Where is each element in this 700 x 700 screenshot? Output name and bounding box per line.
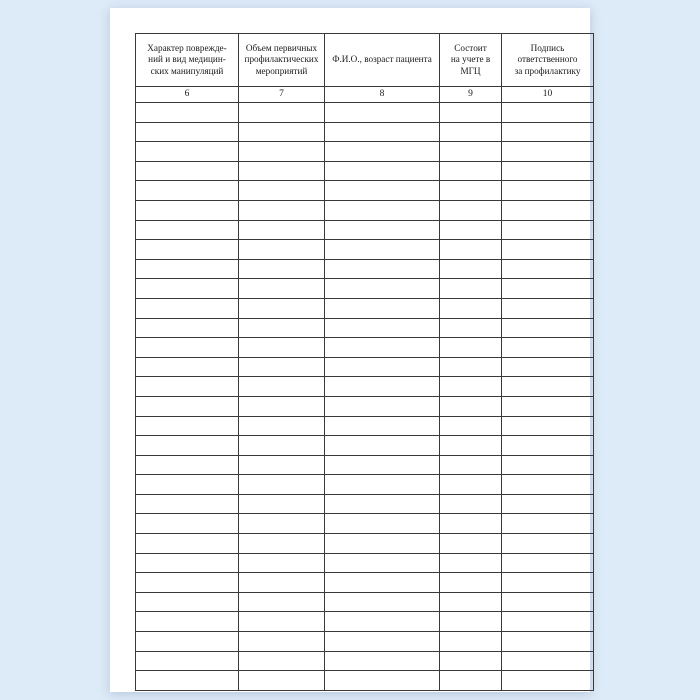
table-cell[interactable] (502, 632, 594, 652)
table-row (136, 357, 594, 377)
table-cell[interactable] (502, 592, 594, 612)
table-cell[interactable] (502, 651, 594, 671)
table-cell[interactable] (239, 396, 325, 416)
table-cell[interactable] (325, 651, 440, 671)
table-cell[interactable] (239, 357, 325, 377)
table-cell[interactable] (502, 357, 594, 377)
table-cell[interactable] (440, 494, 502, 514)
table-cell[interactable] (325, 161, 440, 181)
table-cell[interactable] (440, 338, 502, 358)
table-cell[interactable] (325, 318, 440, 338)
header-line: Состоит (454, 42, 487, 53)
table-cell[interactable] (440, 416, 502, 436)
table-row (136, 240, 594, 260)
table-cell[interactable] (325, 436, 440, 456)
column-header-registered-mgc (440, 34, 502, 87)
table-row (136, 514, 594, 534)
table-cell[interactable] (136, 220, 239, 240)
table-cell[interactable] (325, 122, 440, 142)
table-cell[interactable] (502, 396, 594, 416)
table-cell[interactable] (325, 534, 440, 554)
table-row (136, 651, 594, 671)
table-cell[interactable] (136, 396, 239, 416)
table-cell[interactable] (502, 259, 594, 279)
table-cell[interactable] (136, 181, 239, 201)
header-line: Ф.И.О., возраст пациента (332, 54, 432, 65)
column-number: 7 (239, 87, 325, 103)
table-cell[interactable] (136, 573, 239, 593)
table-cell[interactable] (136, 357, 239, 377)
header-line: Объем первичных (245, 42, 318, 53)
table-row (136, 103, 594, 123)
table-cell[interactable] (502, 240, 594, 260)
table-cell[interactable] (440, 573, 502, 593)
table-cell[interactable] (502, 553, 594, 573)
table-cell[interactable] (239, 338, 325, 358)
table-cell[interactable] (440, 279, 502, 299)
header-line: мероприятий (255, 65, 308, 76)
table-cell[interactable] (440, 396, 502, 416)
table-cell[interactable] (136, 553, 239, 573)
table-cell[interactable] (440, 200, 502, 220)
table-cell[interactable] (325, 377, 440, 397)
table-cell[interactable] (239, 240, 325, 260)
table-cell[interactable] (502, 534, 594, 554)
table-row (136, 338, 594, 358)
table-cell[interactable] (325, 416, 440, 436)
table-cell[interactable] (239, 632, 325, 652)
table-cell[interactable] (440, 651, 502, 671)
table-cell[interactable] (239, 494, 325, 514)
table-cell[interactable] (502, 455, 594, 475)
table-cell[interactable] (136, 475, 239, 495)
table-row (136, 534, 594, 554)
table-cell[interactable] (325, 279, 440, 299)
column-header-injury-type (136, 34, 239, 87)
table-cell[interactable] (136, 592, 239, 612)
header-line: МГЦ (460, 65, 481, 76)
table-cell[interactable] (502, 338, 594, 358)
header-line: ответственного (517, 54, 578, 65)
table-row (136, 396, 594, 416)
table-cell[interactable] (325, 103, 440, 123)
table-row (136, 612, 594, 632)
table-cell[interactable] (440, 671, 502, 691)
table-cell[interactable] (502, 279, 594, 299)
table-cell[interactable] (440, 514, 502, 534)
table-cell[interactable] (136, 240, 239, 260)
header-line: за профилактику (514, 65, 581, 76)
table-cell[interactable] (440, 240, 502, 260)
table-cell[interactable] (502, 298, 594, 318)
table-cell[interactable] (440, 592, 502, 612)
table-cell[interactable] (239, 534, 325, 554)
table-cell[interactable] (239, 181, 325, 201)
table-row (136, 181, 594, 201)
column-number: 10 (502, 87, 594, 103)
table-cell[interactable] (239, 259, 325, 279)
table-row (136, 436, 594, 456)
table-cell[interactable] (325, 553, 440, 573)
table-row (136, 318, 594, 338)
table-cell[interactable] (325, 396, 440, 416)
header-row (136, 34, 594, 87)
table-cell[interactable] (239, 573, 325, 593)
table-cell[interactable] (440, 318, 502, 338)
column-number: 8 (325, 87, 440, 103)
table-cell[interactable] (239, 103, 325, 123)
table-row (136, 122, 594, 142)
table-cell[interactable] (502, 200, 594, 220)
table-row (136, 259, 594, 279)
table-cell[interactable] (325, 181, 440, 201)
table-cell[interactable] (440, 181, 502, 201)
table-cell[interactable] (502, 377, 594, 397)
column-header-responsible-signature (502, 34, 594, 87)
table-cell[interactable] (325, 220, 440, 240)
table-cell[interactable] (136, 142, 239, 162)
table-row (136, 142, 594, 162)
table-cell[interactable] (502, 318, 594, 338)
table-cell[interactable] (440, 122, 502, 142)
table-cell[interactable] (502, 573, 594, 593)
table-cell[interactable] (239, 612, 325, 632)
table-cell[interactable] (239, 514, 325, 534)
table-cell[interactable] (325, 475, 440, 495)
table-cell[interactable] (440, 357, 502, 377)
table-cell[interactable] (502, 181, 594, 201)
table-row (136, 592, 594, 612)
table-cell[interactable] (136, 377, 239, 397)
table-cell[interactable] (502, 220, 594, 240)
table-row (136, 475, 594, 495)
table-cell[interactable] (440, 259, 502, 279)
table-cell[interactable] (325, 200, 440, 220)
table-cell[interactable] (325, 240, 440, 260)
table-cell[interactable] (239, 318, 325, 338)
table-cell[interactable] (325, 338, 440, 358)
table-cell[interactable] (136, 612, 239, 632)
table-row (136, 455, 594, 475)
table-cell[interactable] (136, 514, 239, 534)
header-line: ских манипуляций (150, 65, 224, 76)
column-number: 9 (440, 87, 502, 103)
table-cell[interactable] (239, 377, 325, 397)
table-row (136, 200, 594, 220)
table-row (136, 298, 594, 318)
table-cell[interactable] (239, 553, 325, 573)
table-cell[interactable] (502, 514, 594, 534)
table-cell[interactable] (325, 494, 440, 514)
table-cell[interactable] (325, 259, 440, 279)
table-cell[interactable] (136, 436, 239, 456)
table-cell[interactable] (440, 377, 502, 397)
table-body (136, 103, 594, 691)
table-row (136, 494, 594, 514)
document-page (110, 8, 590, 692)
table-cell[interactable] (136, 455, 239, 475)
column-number-row (136, 87, 594, 103)
table-container (135, 33, 581, 691)
table-cell[interactable] (239, 279, 325, 299)
table-cell[interactable] (440, 534, 502, 554)
table-cell[interactable] (239, 200, 325, 220)
table-cell[interactable] (136, 338, 239, 358)
table-row (136, 553, 594, 573)
header-line: профилактических (244, 54, 319, 65)
table-cell[interactable] (325, 671, 440, 691)
table-cell[interactable] (239, 220, 325, 240)
table-cell[interactable] (502, 671, 594, 691)
table-cell[interactable] (502, 436, 594, 456)
table-cell[interactable] (239, 592, 325, 612)
header-line: на учете в (450, 54, 491, 65)
table-cell[interactable] (136, 279, 239, 299)
column-header-prophylaxis-volume (239, 34, 325, 87)
table-cell[interactable] (239, 475, 325, 495)
table-row (136, 416, 594, 436)
table-cell[interactable] (325, 142, 440, 162)
table-cell[interactable] (440, 553, 502, 573)
table-row (136, 220, 594, 240)
table-cell[interactable] (325, 455, 440, 475)
table-cell[interactable] (239, 671, 325, 691)
table-cell[interactable] (440, 475, 502, 495)
table-row (136, 632, 594, 652)
table-row (136, 279, 594, 299)
table-cell[interactable] (440, 220, 502, 240)
table-cell[interactable] (502, 475, 594, 495)
table-cell[interactable] (502, 142, 594, 162)
table-cell[interactable] (136, 161, 239, 181)
table-cell[interactable] (136, 103, 239, 123)
table-cell[interactable] (502, 103, 594, 123)
table-cell[interactable] (325, 298, 440, 318)
table-cell[interactable] (239, 436, 325, 456)
table-row (136, 671, 594, 691)
table-cell[interactable] (440, 612, 502, 632)
column-header-patient-name-age (325, 34, 440, 87)
table-cell[interactable] (239, 651, 325, 671)
table-cell[interactable] (440, 455, 502, 475)
table-cell[interactable] (239, 122, 325, 142)
table-cell[interactable] (325, 632, 440, 652)
table-cell[interactable] (136, 534, 239, 554)
table-cell[interactable] (325, 592, 440, 612)
table-cell[interactable] (239, 416, 325, 436)
table-cell[interactable] (502, 416, 594, 436)
table-cell[interactable] (440, 298, 502, 318)
table-cell[interactable] (136, 122, 239, 142)
table-cell[interactable] (136, 298, 239, 318)
table-cell[interactable] (136, 651, 239, 671)
table-cell[interactable] (325, 573, 440, 593)
header-line: Подпись (530, 42, 565, 53)
table-cell[interactable] (502, 612, 594, 632)
table-cell[interactable] (325, 612, 440, 632)
table-row (136, 377, 594, 397)
table-cell[interactable] (440, 161, 502, 181)
table-cell[interactable] (136, 494, 239, 514)
header-line: Характер поврежде- (147, 42, 227, 53)
table-row (136, 161, 594, 181)
table-cell[interactable] (440, 103, 502, 123)
journal-table (135, 33, 594, 691)
table-cell[interactable] (239, 161, 325, 181)
table-cell[interactable] (136, 632, 239, 652)
table-cell[interactable] (136, 671, 239, 691)
table-cell[interactable] (502, 122, 594, 142)
table-cell[interactable] (136, 200, 239, 220)
table-cell[interactable] (239, 298, 325, 318)
table-cell[interactable] (440, 142, 502, 162)
table-cell[interactable] (325, 357, 440, 377)
table-cell[interactable] (325, 514, 440, 534)
table-cell[interactable] (136, 318, 239, 338)
table-cell[interactable] (136, 416, 239, 436)
table-row (136, 573, 594, 593)
header-line: ний и вид медицин- (148, 54, 226, 65)
table-cell[interactable] (239, 142, 325, 162)
table-cell[interactable] (136, 259, 239, 279)
table-cell[interactable] (440, 436, 502, 456)
table-cell[interactable] (440, 632, 502, 652)
table-cell[interactable] (502, 494, 594, 514)
table-header (136, 34, 594, 103)
column-number: 6 (136, 87, 239, 103)
table-cell[interactable] (239, 455, 325, 475)
table-cell[interactable] (502, 161, 594, 181)
